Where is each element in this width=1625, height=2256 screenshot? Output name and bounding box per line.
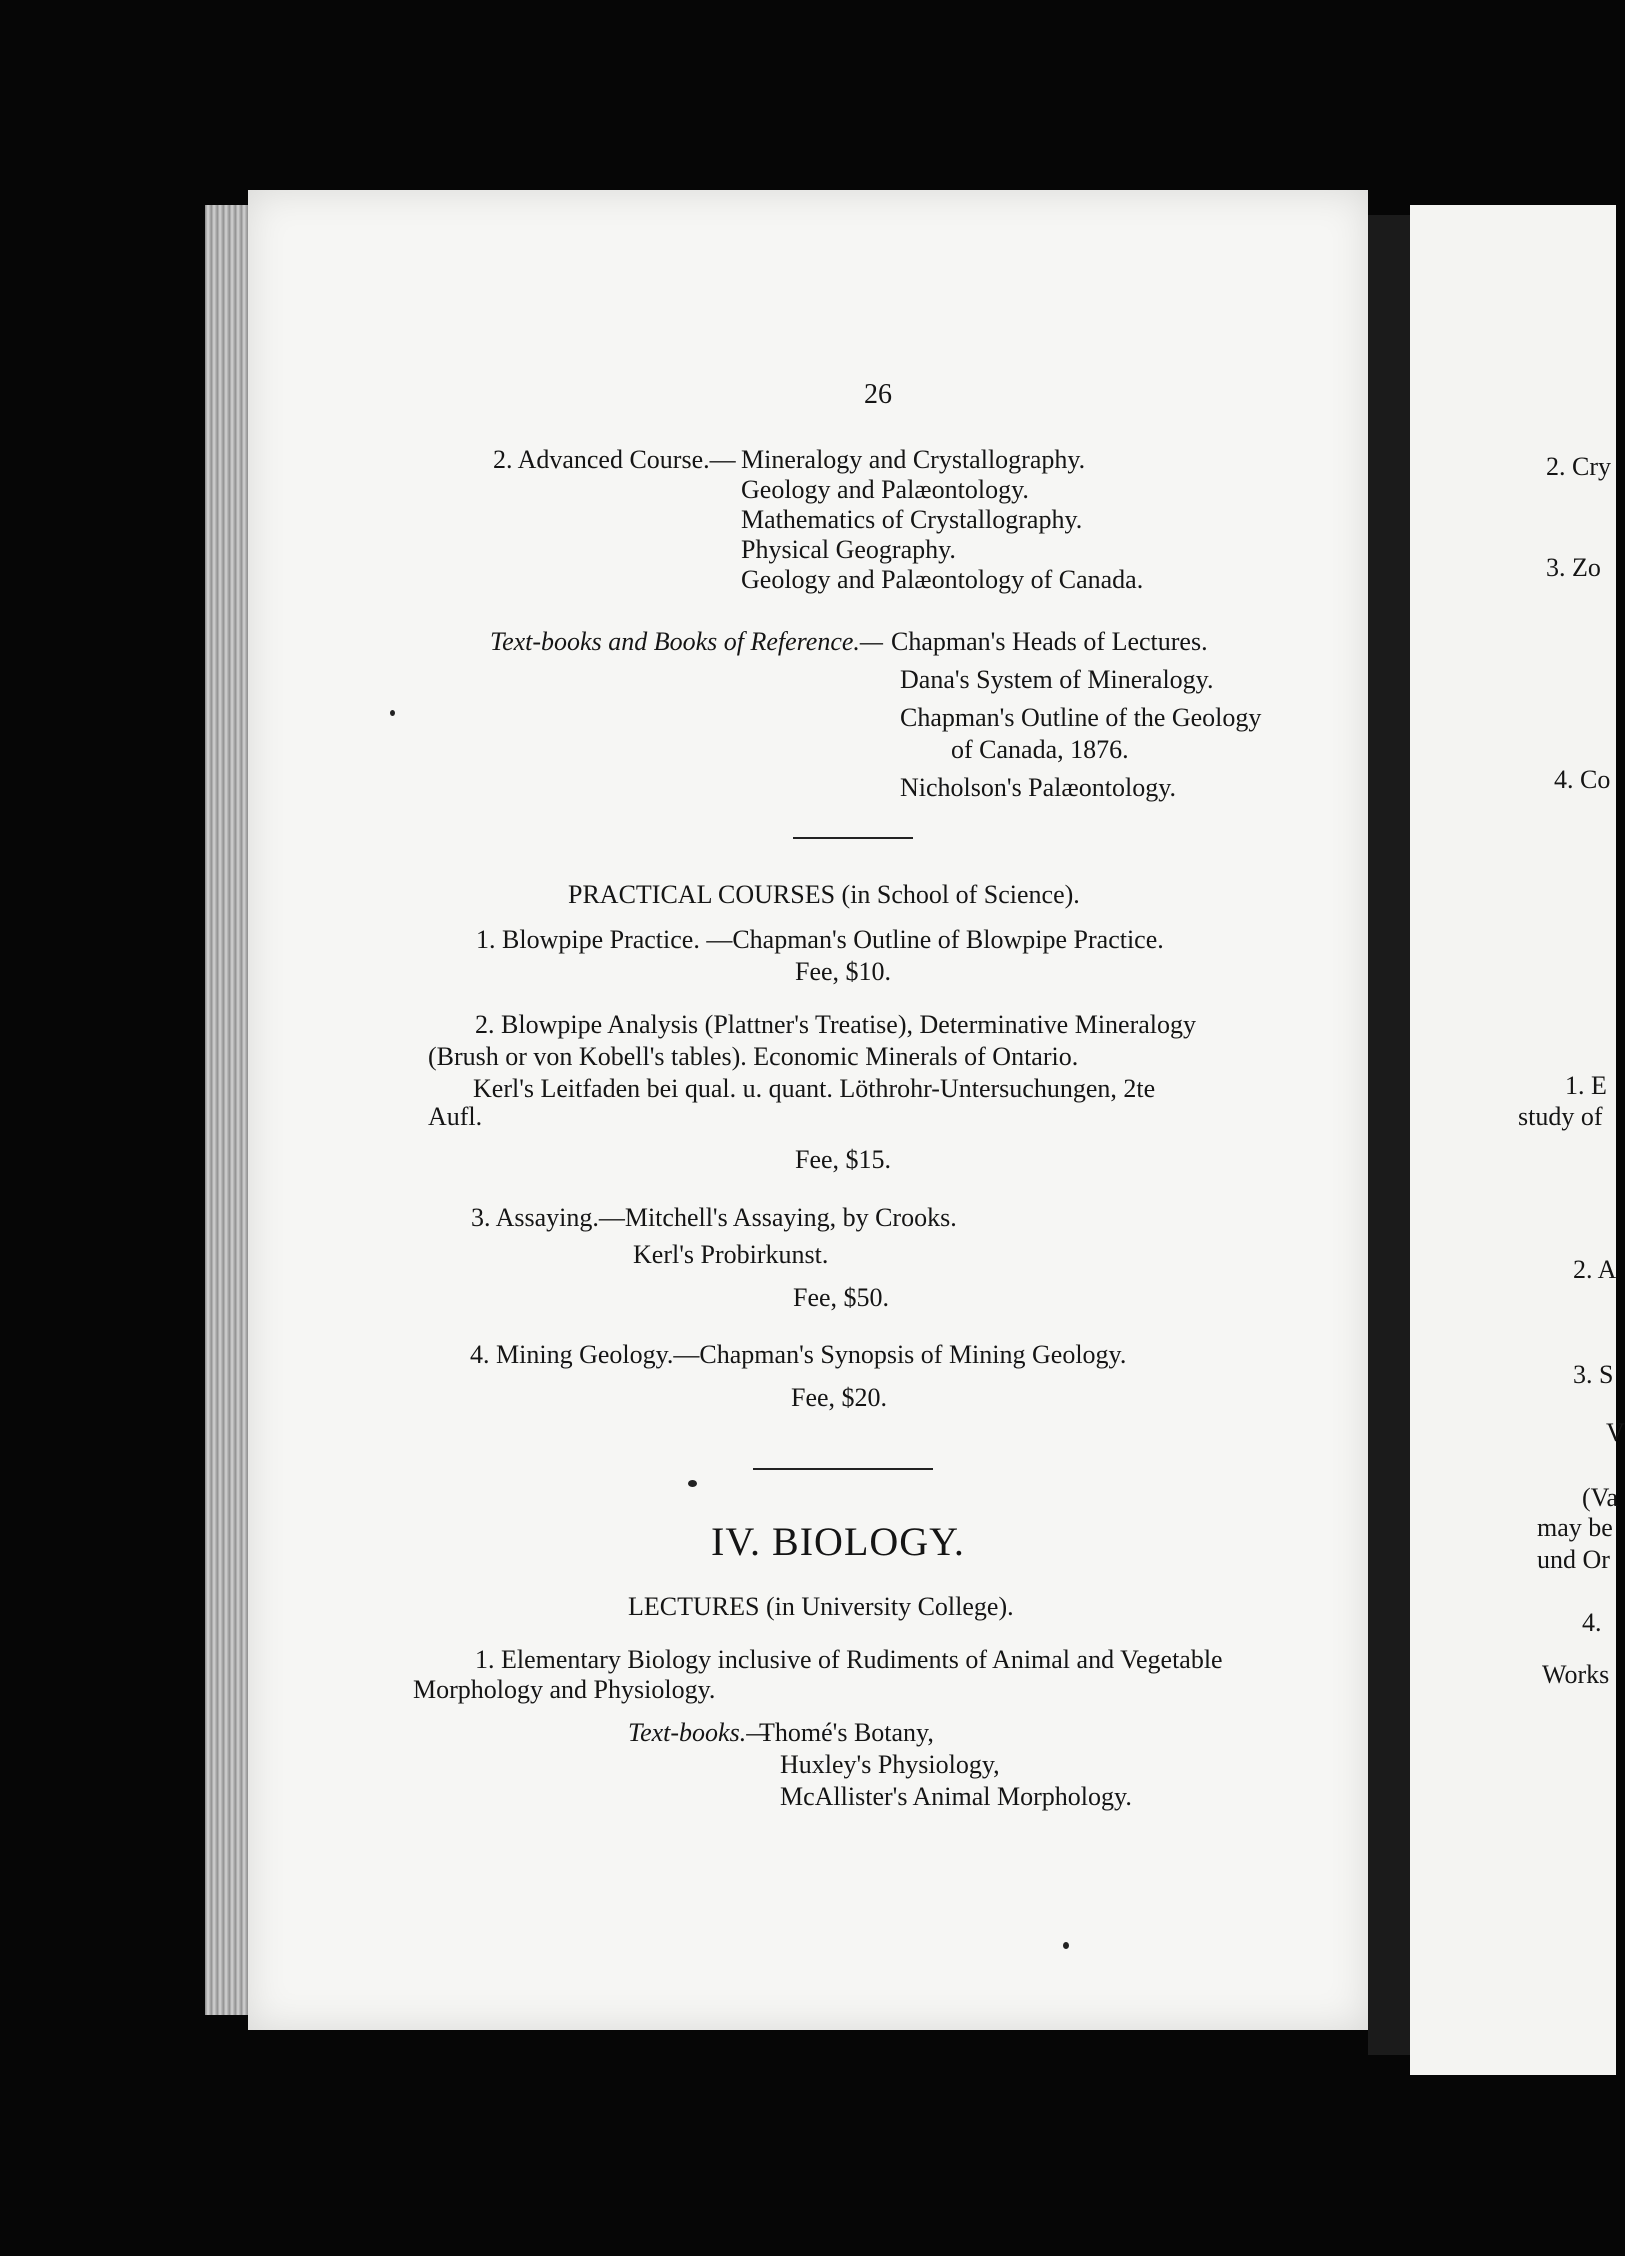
biology-section-title: IV. BIOLOGY. bbox=[711, 1519, 965, 1564]
assaying-extra: Kerl's Probirkunst. bbox=[633, 1240, 829, 1269]
mining-geology-entry: 4. Mining Geology.—Chapman's Synopsis of Mining Geology. bbox=[470, 1340, 1127, 1369]
advanced-course-subject: Geology and Palæontology. bbox=[741, 475, 1029, 504]
reference-book: of Canada, 1876. bbox=[951, 735, 1129, 764]
print-speck bbox=[688, 1480, 697, 1487]
right-page-fragment-text: 2. A bbox=[1573, 1255, 1617, 1284]
right-page-fragment-text: study of bbox=[1518, 1102, 1603, 1131]
right-page-fragment-text: Works bbox=[1542, 1660, 1610, 1689]
biology-textbook: McAllister's Animal Morphology. bbox=[780, 1782, 1132, 1811]
reference-book: Chapman's Outline of the Geology bbox=[900, 703, 1262, 732]
print-speck bbox=[1063, 1942, 1069, 1949]
advanced-course-subject: Mathematics of Crystallography. bbox=[741, 505, 1083, 534]
left-page bbox=[248, 190, 1368, 2030]
reference-book: Dana's System of Mineralogy. bbox=[900, 665, 1214, 694]
reference-book: Nicholson's Palæontology. bbox=[900, 773, 1177, 802]
page-number: 26 bbox=[864, 379, 892, 410]
right-page-fragment-text: (Va bbox=[1582, 1483, 1619, 1512]
practical-courses-heading: PRACTICAL COURSES (in School of Science). bbox=[568, 880, 1080, 909]
mining-geology-fee: Fee, $20. bbox=[791, 1383, 888, 1412]
biology-textbook: Thomé's Botany, bbox=[759, 1718, 934, 1747]
biology-textbooks-label: Text-books.— bbox=[628, 1718, 770, 1747]
right-page-fragment-text: 3. Zo bbox=[1546, 553, 1601, 582]
right-page-fragment-text: 3. S bbox=[1573, 1360, 1614, 1389]
right-page-fragment-text: V bbox=[1606, 1418, 1625, 1447]
advanced-course-subject: Physical Geography. bbox=[741, 535, 956, 564]
blowpipe-analysis-line: (Brush or von Kobell's tables). Economic Minerals of Ontario. bbox=[428, 1042, 1079, 1071]
book-gutter bbox=[1368, 215, 1410, 2055]
lectures-heading: LECTURES (in University College). bbox=[628, 1592, 1014, 1621]
elementary-biology-line: Morphology and Physiology. bbox=[413, 1675, 716, 1704]
assaying-fee: Fee, $50. bbox=[793, 1283, 890, 1312]
print-speck bbox=[390, 710, 395, 716]
elementary-biology-line: 1. Elementary Biology inclusive of Rudiments of Animal and Vegetable bbox=[475, 1645, 1223, 1674]
right-page-fragment-text: 2. Cry bbox=[1546, 452, 1611, 481]
section-divider bbox=[753, 1468, 933, 1470]
right-page-fragment-text: und Or bbox=[1537, 1545, 1610, 1574]
assaying-entry: 3. Assaying.—Mitchell's Assaying, by Crooks. bbox=[471, 1203, 957, 1232]
right-page-fragment bbox=[1410, 205, 1625, 2075]
section-divider bbox=[793, 837, 913, 839]
blowpipe-practice-fee: Fee, $10. bbox=[795, 957, 892, 986]
blowpipe-practice-entry: 1. Blowpipe Practice. —Chapman's Outline of Blowpipe Practice. bbox=[476, 925, 1164, 954]
advanced-course-label: 2. Advanced Course.— bbox=[493, 445, 736, 474]
reference-book: Chapman's Heads of Lectures. bbox=[891, 627, 1208, 656]
reference-books-label: Text-books and Books of Reference.— bbox=[490, 627, 884, 656]
right-page-fragment-text: 4. bbox=[1582, 1608, 1602, 1637]
right-page-fragment-text: 4. Co bbox=[1554, 765, 1611, 794]
blowpipe-analysis-line: Kerl's Leitfaden bei qual. u. quant. Löthrohr-Untersuchungen, 2te bbox=[473, 1074, 1156, 1103]
blowpipe-analysis-line: 2. Blowpipe Analysis (Plattner's Treatise), Determinative Mineralogy bbox=[475, 1010, 1197, 1039]
blowpipe-analysis-fee: Fee, $15. bbox=[795, 1145, 892, 1174]
blowpipe-analysis-line: Aufl. bbox=[428, 1102, 483, 1131]
right-page-fragment-text: 1. E bbox=[1565, 1071, 1607, 1100]
advanced-course-subject: Mineralogy and Crystallography. bbox=[741, 445, 1086, 474]
right-page-fragment-text: may be bbox=[1537, 1513, 1613, 1542]
biology-textbook: Huxley's Physiology, bbox=[780, 1750, 1000, 1779]
advanced-course-subject: Geology and Palæontology of Canada. bbox=[741, 565, 1144, 594]
